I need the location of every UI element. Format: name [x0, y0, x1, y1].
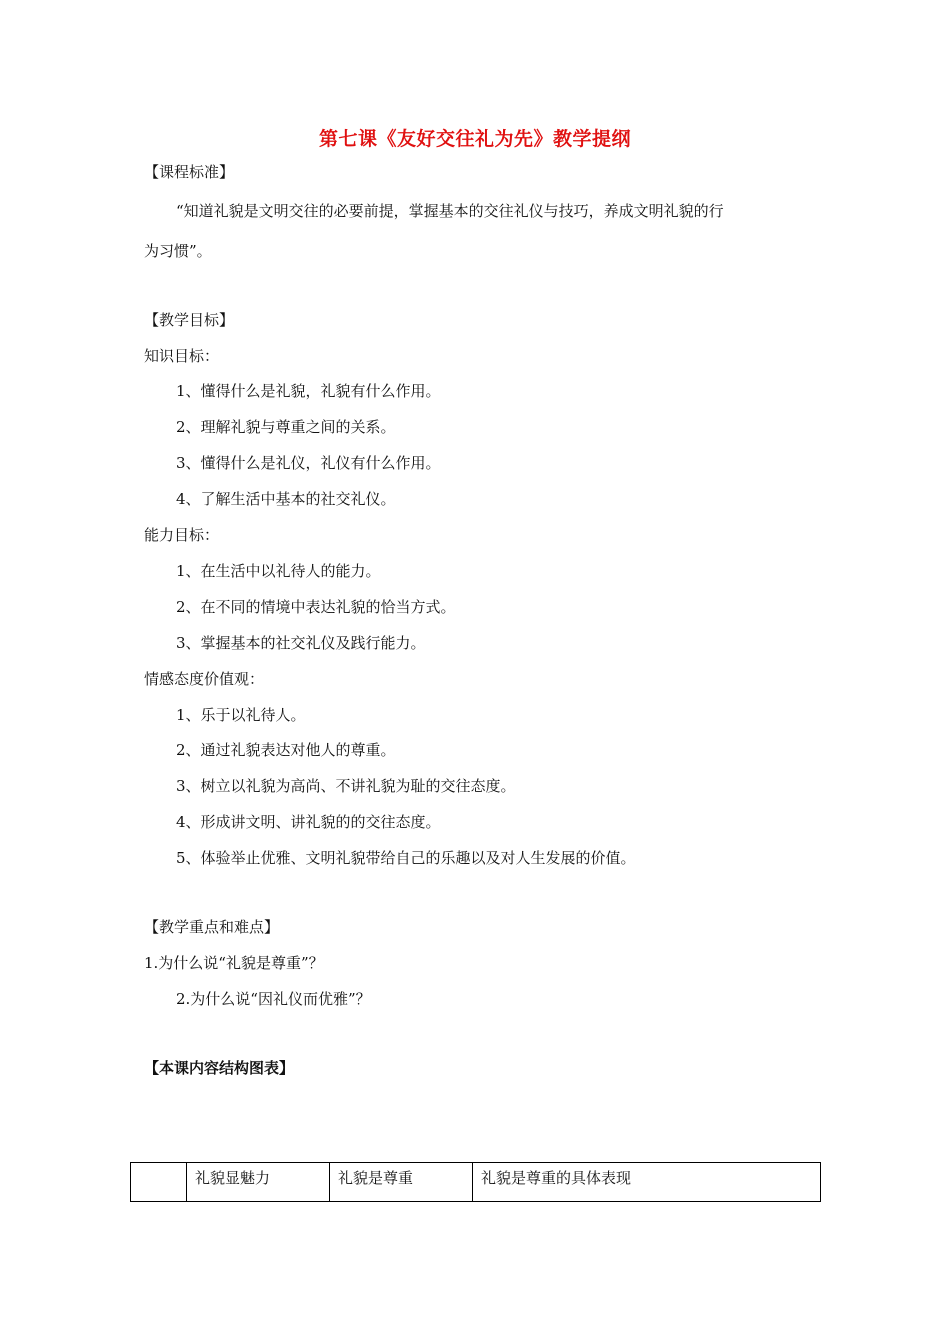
section-heading-standard: 【课程标准】	[144, 163, 235, 181]
standard-text-line2: 为习惯”。	[144, 242, 212, 260]
emotion-goal-item: 4、形成讲文明、讲礼貌的的交往态度。	[176, 813, 441, 831]
emotion-goal-item: 2、通过礼貌表达对他人的尊重。	[176, 741, 396, 759]
standard-text-line1: “知道礼貌是文明交往的必要前提，掌握基本的交往礼仪与技巧，养成文明礼貌的行	[176, 202, 724, 220]
key-point-item: 1.为什么说“礼貌是尊重”？	[144, 954, 324, 972]
table-row	[131, 1163, 821, 1202]
table-cell	[131, 1163, 187, 1202]
emotion-goal-item: 3、树立以礼貌为高尚、不讲礼貌为耻的交往态度。	[176, 777, 516, 795]
ability-goals-label: 能力目标：	[144, 526, 220, 544]
knowledge-goal-item: 1、懂得什么是礼貌，礼貌有什么作用。	[176, 382, 441, 400]
ability-goal-item: 1、在生活中以礼待人的能力。	[176, 562, 381, 580]
section-heading-structure: 【本课内容结构图表】	[144, 1059, 295, 1077]
emotion-goals-label: 情感态度价值观：	[144, 670, 265, 688]
table-cell: 礼貌是尊重的具体表现	[473, 1163, 821, 1202]
ability-goal-item: 3、掌握基本的社交礼仪及践行能力。	[176, 634, 426, 652]
knowledge-goal-item: 4、了解生活中基本的社交礼仪。	[176, 490, 396, 508]
section-heading-goals: 【教学目标】	[144, 311, 235, 329]
structure-table	[130, 1162, 821, 1202]
knowledge-goal-item: 3、懂得什么是礼仪，礼仪有什么作用。	[176, 454, 441, 472]
emotion-goal-item: 5、体验举止优雅、文明礼貌带给自己的乐趣以及对人生发展的价值。	[176, 849, 636, 867]
table-cell: 礼貌是尊重	[330, 1163, 473, 1202]
key-point-item: 2.为什么说“因礼仪而优雅”？	[176, 990, 371, 1008]
table-cell: 礼貌显魅力	[187, 1163, 330, 1202]
knowledge-goals-label: 知识目标：	[144, 347, 220, 365]
section-heading-key-points: 【教学重点和难点】	[144, 918, 280, 936]
emotion-goal-item: 1、乐于以礼待人。	[176, 706, 306, 724]
knowledge-goal-item: 2、理解礼貌与尊重之间的关系。	[176, 418, 396, 436]
ability-goal-item: 2、在不同的情境中表达礼貌的恰当方式。	[176, 598, 456, 616]
page-title: 第七课《友好交往礼为先》教学提纲	[318, 128, 631, 150]
